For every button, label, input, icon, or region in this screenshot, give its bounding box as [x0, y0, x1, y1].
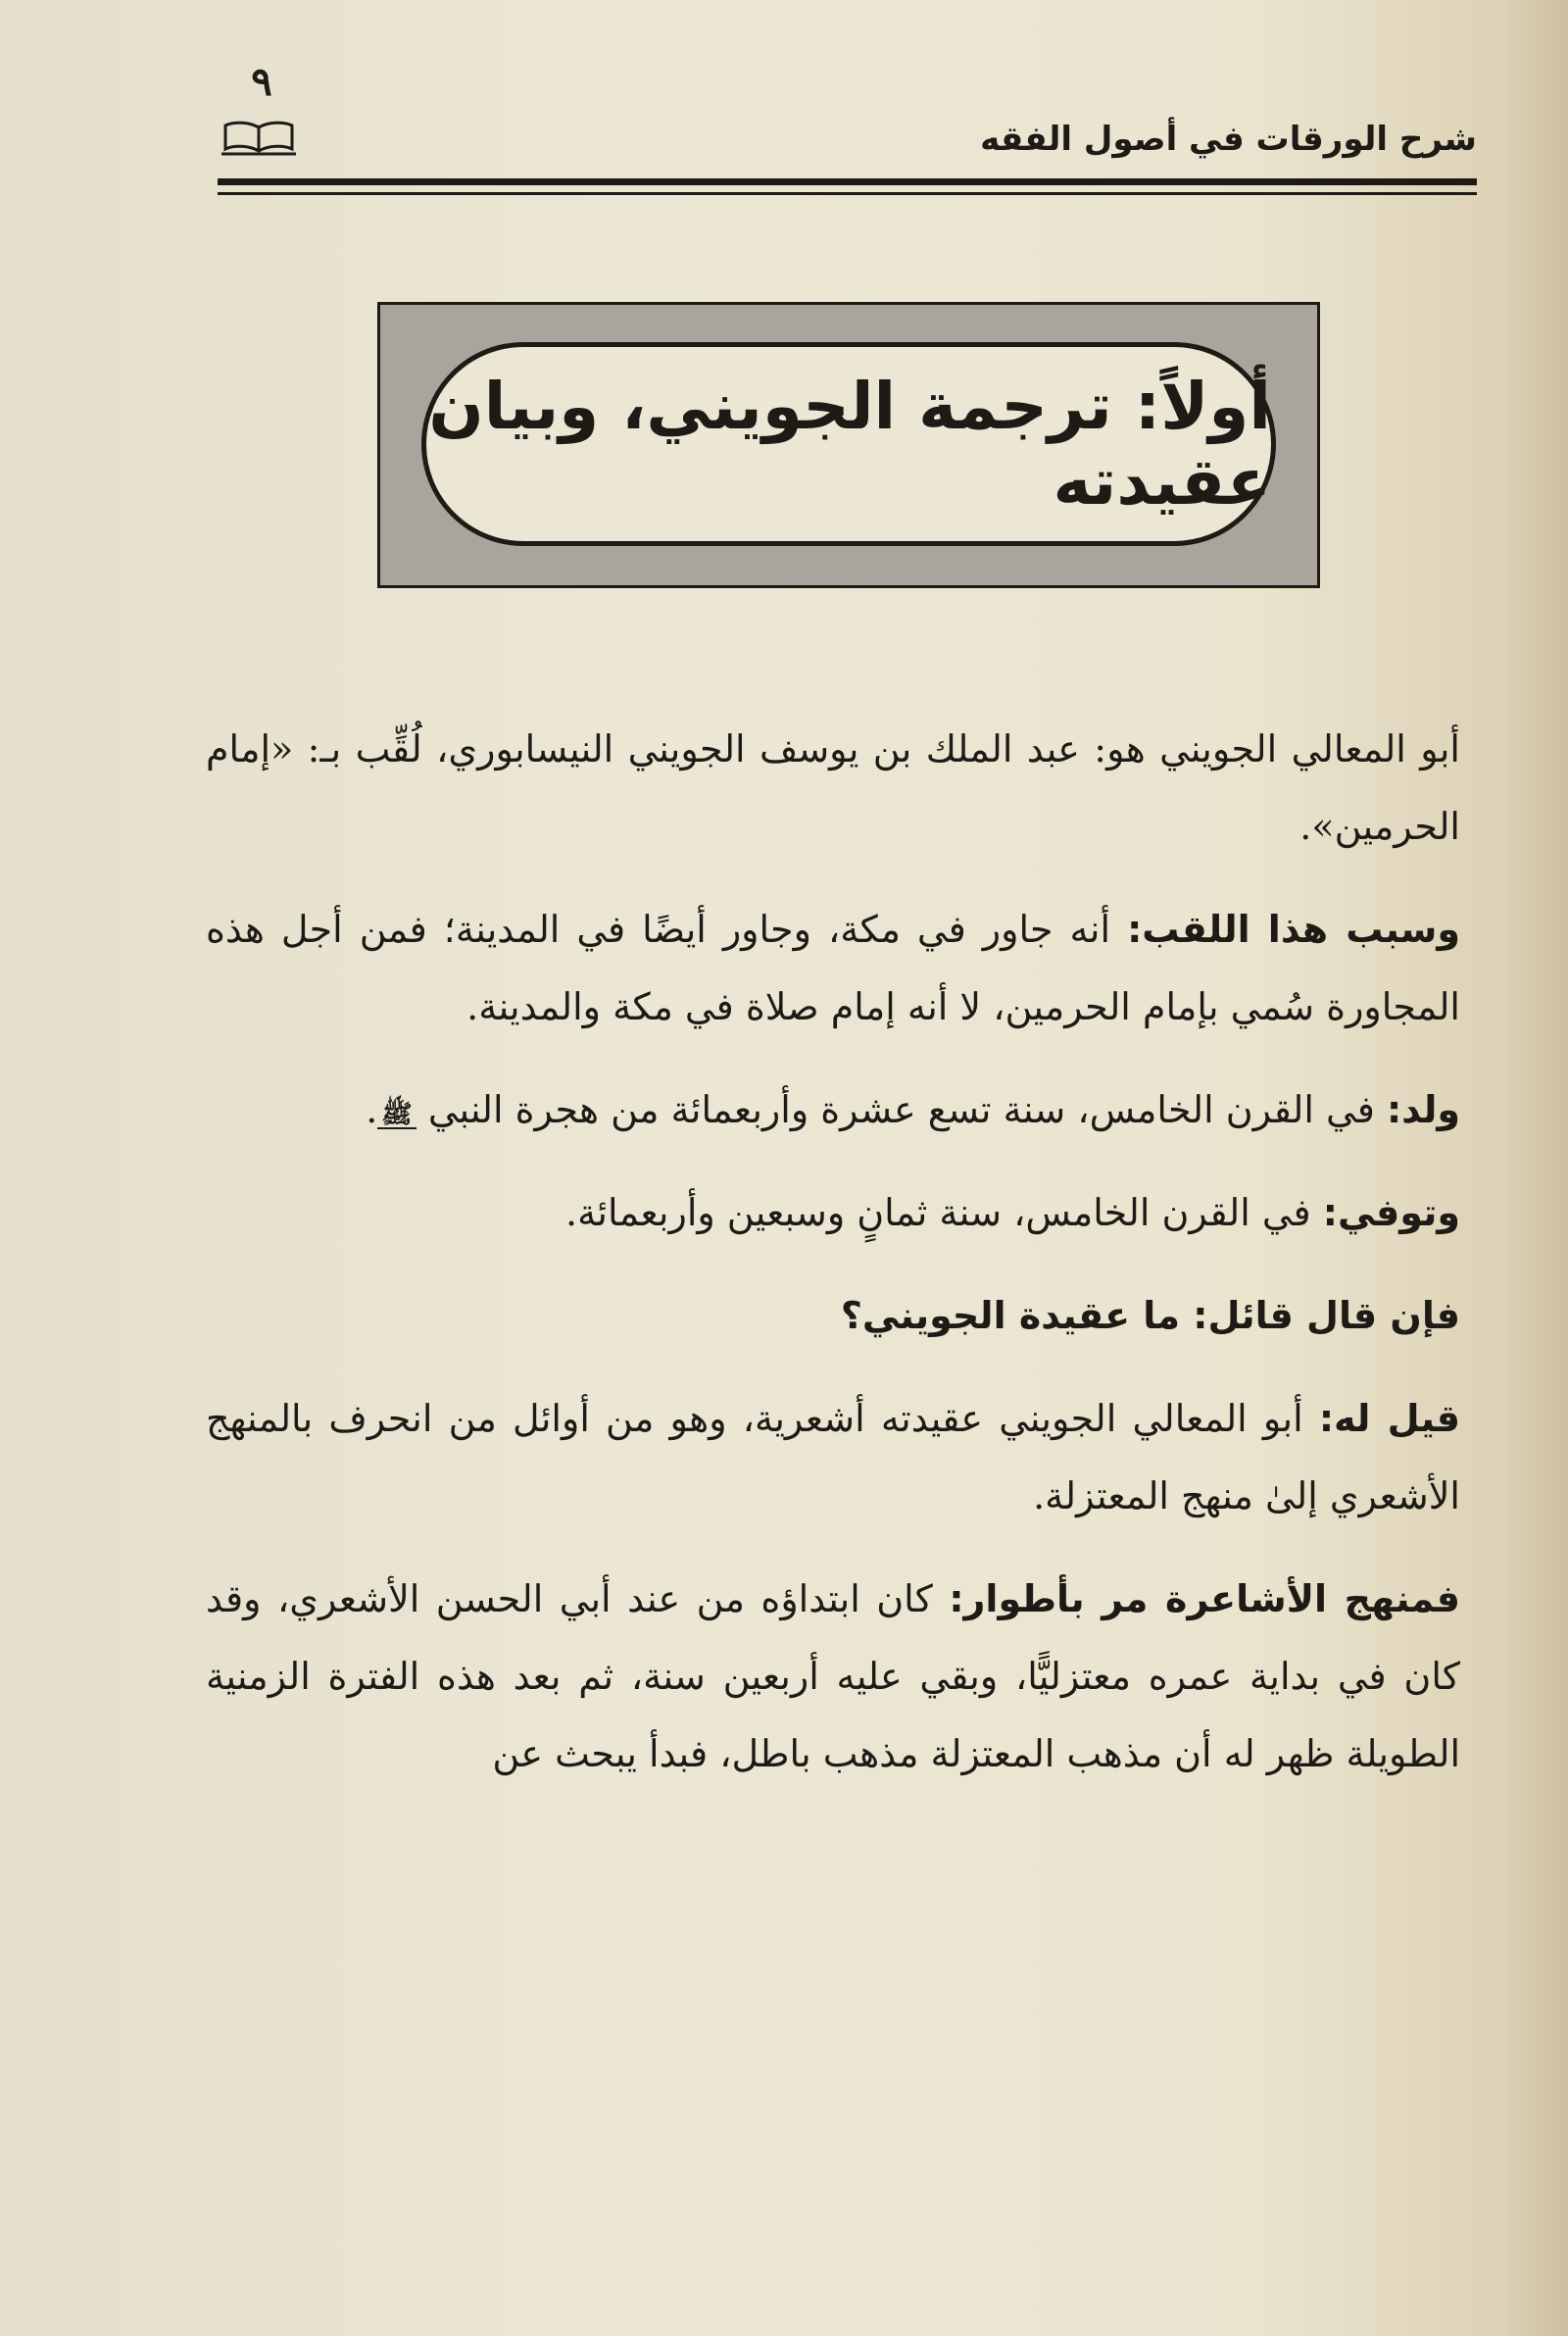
paragraph-text: أبو المعالي الجويني عقيدته أشعرية، وهو من أوائل من انحرف بالمنهج الأشعري إلىٰ منهج المعتزلة.: [206, 1397, 1460, 1517]
paragraph-lead: فإن قال قائل: ما عقيدة الجويني؟: [840, 1294, 1460, 1337]
sallallahu-honorific: ﷺ: [377, 1102, 416, 1129]
paragraph-ashari-stages: [206, 1561, 1460, 1793]
header-rule-thin: [218, 192, 1477, 195]
paragraph-lead: فمنهج الأشاعرة مر بأطوار:: [949, 1577, 1461, 1620]
page-number: ٩: [251, 59, 272, 105]
paragraph-text: أنه جاور في مكة، وجاور أيضًا في المدينة؛ فمن أجل هذه المجاورة سُمي بإمام الحرمين، لا أنه إمام صلاة في مكة والمدينة.: [206, 908, 1460, 1028]
body-text: [206, 711, 1460, 1818]
paragraph-birth: [206, 1071, 1460, 1149]
paragraph-lead: قيل له:: [1318, 1397, 1460, 1440]
paragraph-text: في القرن الخامس، سنة ثمانٍ وسبعين وأربعمائة.: [564, 1191, 1323, 1234]
paragraph-death: [206, 1174, 1460, 1252]
running-title: شرح الورقات في أصول الفقه: [980, 120, 1477, 159]
paragraph-question: [206, 1277, 1460, 1355]
paragraph-lead: وسبب هذا اللقب:: [1127, 908, 1460, 951]
section-heading: أولاً: ترجمة الجويني، وبيان عقيدته: [428, 369, 1271, 520]
header-rule-thick: [218, 178, 1477, 185]
paragraph-name: [206, 711, 1460, 866]
section-title-pill: [421, 342, 1276, 546]
paragraph-text: أبو المعالي الجويني هو: عبد الملك بن يوسف الجويني النيسابوري، لُقِّب بـ: «إمام الحرمين».: [206, 727, 1460, 848]
paragraph-lead: وتوفي:: [1322, 1191, 1460, 1234]
paragraph-lead: ولد:: [1386, 1088, 1460, 1131]
paragraph-title-reason: [206, 891, 1460, 1046]
page-header: [218, 59, 1477, 167]
paragraph-text: كان ابتداؤه من عند أبي الحسن الأشعري، وقد كان في بداية عمره معتزليًّا، وبقي عليه أربعين سنة، ثم بعد هذه الفترة الزمنية الطويلة ظهر له أن مذهب المعتزلة مذهب باطل، فبدأ يبحث عن: [206, 1577, 1460, 1775]
paragraph-text: في القرن الخامس، سنة تسع عشرة وأربعمائة من هجرة النبي: [427, 1088, 1387, 1131]
paragraph-answer: [206, 1380, 1460, 1535]
paragraph-end: .: [366, 1088, 378, 1131]
section-title-frame: [377, 302, 1320, 588]
open-book-icon: [220, 120, 298, 157]
